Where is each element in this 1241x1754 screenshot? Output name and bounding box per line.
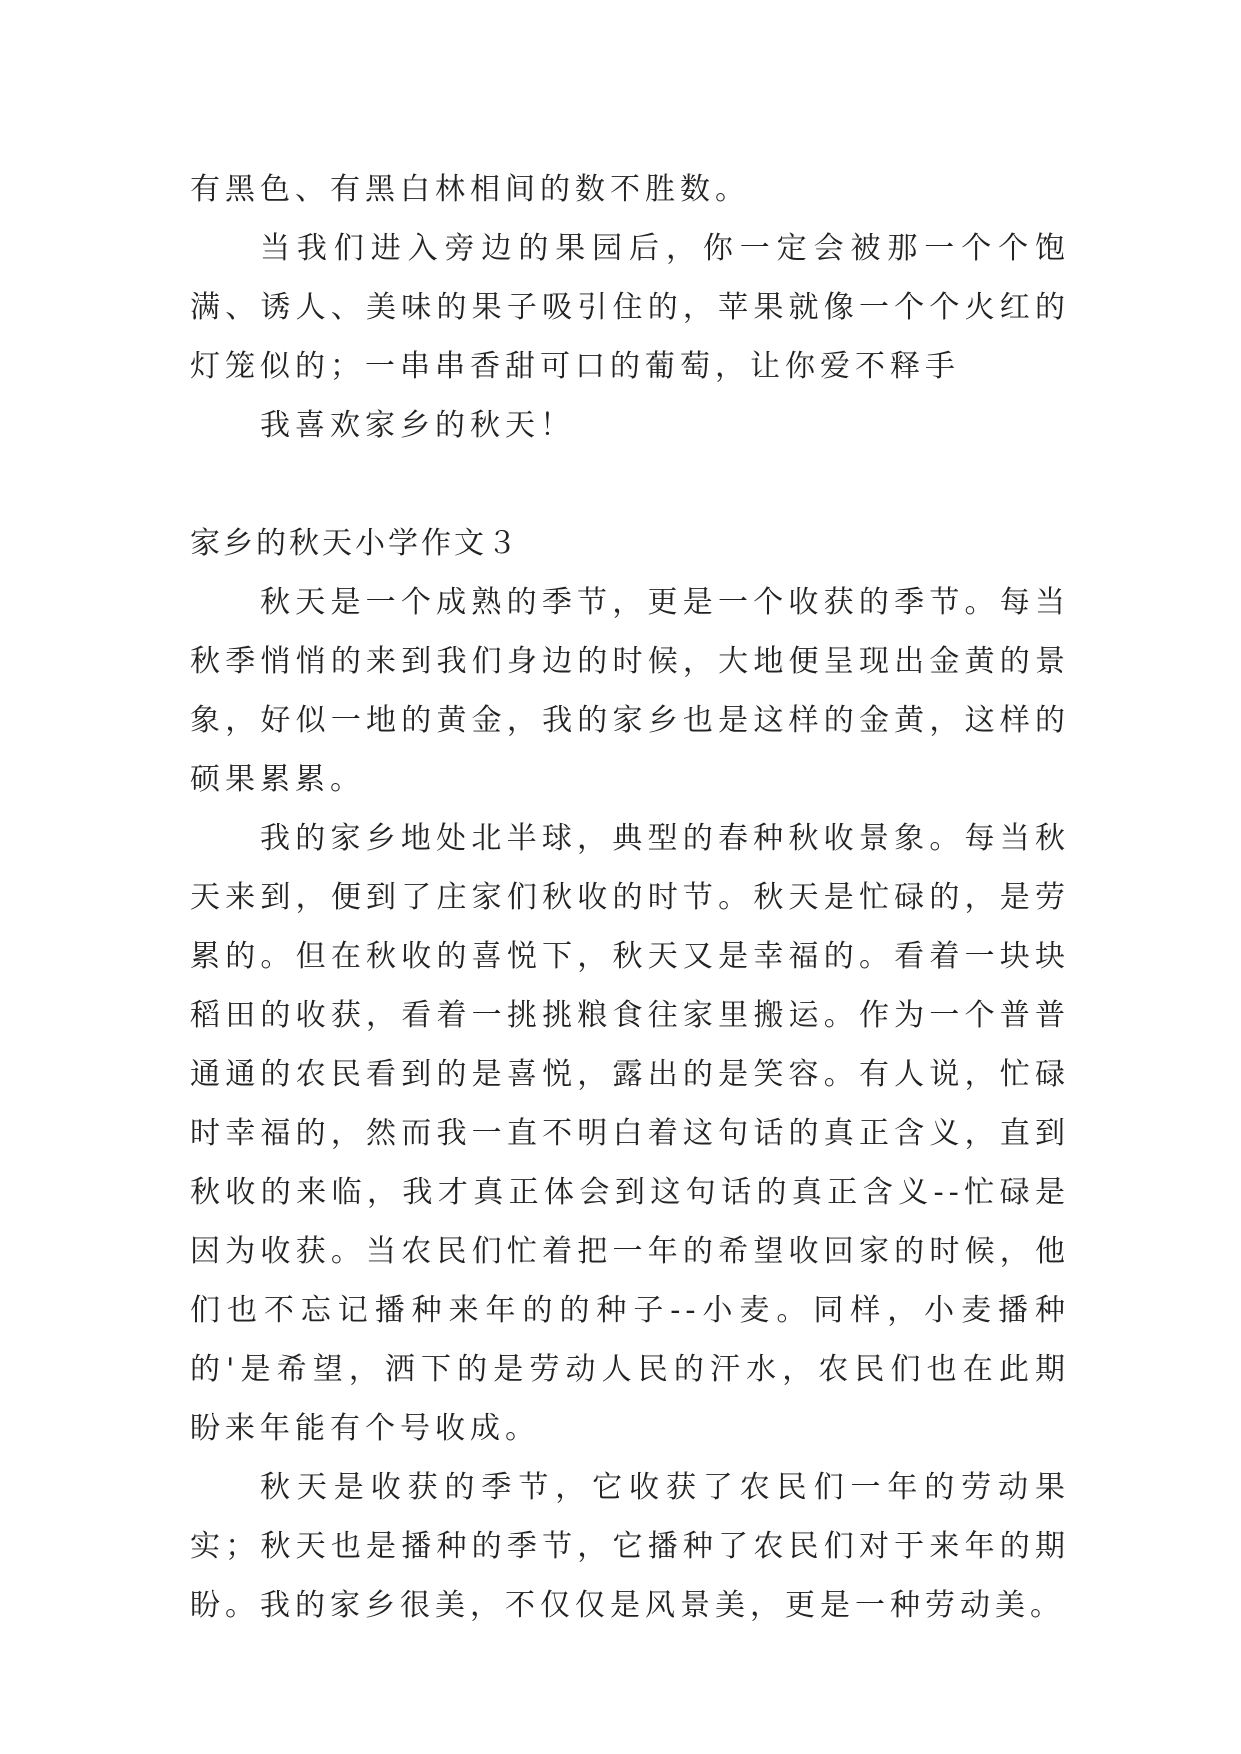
paragraph-conclusion: 秋天是收获的季节，它收获了农民们一年的劳动果实；秋天也是播种的季节，它播种了农民们对于来年的期盼。我的家乡很美，不仅仅是风景美，更是一种劳动美。 bbox=[190, 1470, 1070, 1623]
paragraph-closing: 我喜欢家乡的秋天！ bbox=[260, 408, 575, 443]
paragraph-hometown-harvest: 我的家乡地处北半球，典型的春种秋收景象。每当秋天来到，便到了庄家们秋收的时节。秋天是忙碌的，是劳累的。但在秋收的喜悦下，秋天又是幸福的。看着一块块稻田的收获，看着一挑挑粮食往家里搬运。作为一个普普通通的农民看到的是喜悦，露出的是笑容。有人说，忙碌时幸福的，然而我一直不明白着这句话的真正含义，直到秋收的来临，我才真正体会到这句话的真正含义--忙碌是因为收获。当农民们忙着把一年的希望收回家的时候，他们也不忘记播种来年的的种子--小麦。同样，小麦播种的'是希望，洒下的是劳动人民的汗水，农民们也在此期盼来年能有个号收成。 bbox=[190, 821, 1070, 1446]
paragraph-continuation: 有黑色、有黑白林相间的数不胜数。 bbox=[190, 172, 750, 207]
paragraph-orchard: 当我们进入旁边的果园后，你一定会被那一个个饱满、诱人、美味的果子吸引住的，苹果就像一个个火红的灯笼似的；一串串香甜可口的葡萄，让你爱不释手 bbox=[190, 231, 1070, 384]
section-title: 家乡的秋天小学作文３ bbox=[190, 526, 520, 561]
document-body bbox=[190, 160, 1070, 1635]
paragraph-harvest-season: 秋天是一个成熟的季节，更是一个收获的季节。每当秋季悄悄的来到我们身边的时候，大地便呈现出金黄的景象，好似一地的黄金，我的家乡也是这样的金黄，这样的硕果累累。 bbox=[190, 585, 1070, 797]
